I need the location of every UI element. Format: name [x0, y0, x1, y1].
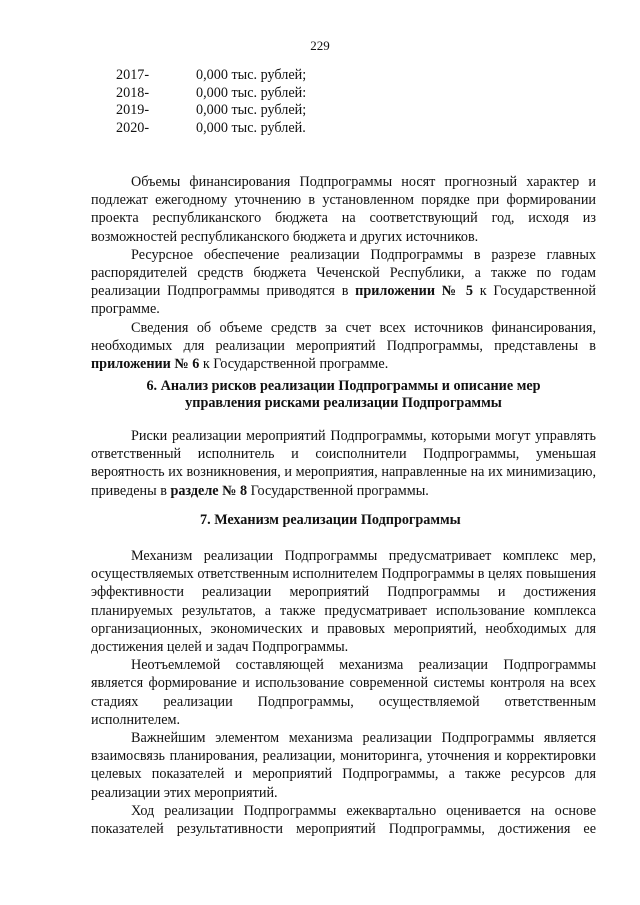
section-6-heading [91, 378, 596, 412]
mechanism-paragraph: Механизм реализации Подпрограммы предусматривает комплекс мер, осуществляемых ответственным исполнителем Подпрограммы в целях повышения эффективности реализации мероприятий Подпрограммы и достижения планируемых результатов, а также предусматривает использование комплекса организационных, экономических и правовых мероприятий, необходимых для достижения целей и задач Подпрограммы. [91, 548, 596, 656]
funding-year: 2020- [116, 119, 150, 136]
section-6-heading-line: управления рисками реализации Подпрограммы [185, 395, 502, 411]
paragraph-text: Государственной программы. [247, 482, 429, 499]
paragraph-text: Сведения об объеме средств за счет всех источников финансирования, необходимых для реализации мероприятий Подпрограммы, представлены в [91, 319, 596, 354]
risk-analysis-paragraph [91, 427, 596, 500]
funding-year: 2017- [116, 67, 150, 83]
appendix-5-reference: приложении № 5 [355, 283, 474, 300]
funding-row [116, 102, 306, 120]
financing-forecast-paragraph: Объемы финансирования Подпрограммы носят прогнозный характер и подлежат ежегодному уточнению в установленном порядке при формировании проекта республиканского бюджета на соответствующий год, исходя из возможностей республиканского бюджета и других источников. [91, 174, 596, 245]
key-element-paragraph: Важнейшим элементом механизма реализации Подпрограммы является взаимосвязь планирования, реализации, мониторинга, уточнения и корректировки целевых показателей и мероприятий Подпрограммы, а также ресурсов для реализации этих мероприятий. [91, 730, 596, 801]
funding-amount: 0,000 тыс. рублей; [196, 67, 307, 83]
paragraph-text: к Государственной программе. [91, 283, 597, 318]
control-system-paragraph: Неотъемлемой составляющей механизма реализации Подпрограммы является формирование и использование современной системы контроля на всех стадиях реализации Подпрограммы, осуществляемой ответственным исполнителем. [91, 657, 596, 728]
paragraph-text: Ресурсное обеспечение реализации Подпрограммы в разрезе главных распорядителей средств бюджета Чеченской Республики, а также по годам реализации Подпрограммы приводятся в [91, 246, 596, 300]
funding-row [116, 67, 306, 85]
funding-amount: 0,000 тыс. рублей; [196, 102, 307, 118]
funding-year: 2019- [116, 102, 150, 118]
paragraph-text: к Государственной программе. [199, 356, 389, 373]
section-6-heading-line: 6. Анализ рисков реализации Подпрограммы и описание мер [146, 378, 541, 394]
mechanism-section [91, 547, 596, 838]
paragraph-text: Риски реализации мероприятий Подпрограммы, которыми могут управлять ответственный исполнитель и соисполнители Подпрограммы, уменьшая вероятность их возникновения, и мероприятия, направленные на их минимизацию, приведены в [91, 428, 596, 499]
section-8-reference: разделе № 8 [170, 482, 248, 499]
appendix-6-reference: приложении № 6 [91, 356, 200, 373]
resource-provision-paragraph [91, 246, 596, 319]
financing-section [91, 173, 596, 373]
quarterly-evaluation-paragraph: Ход реализации Подпрограммы ежеквартально оценивается на основе показателей результативности мероприятий Подпрограммы, достижения ее [91, 802, 596, 838]
funding-amount: 0,000 тыс. рублей: [196, 84, 307, 101]
risk-section [91, 427, 596, 500]
funding-by-year-list [116, 67, 306, 137]
funding-row [116, 85, 306, 103]
section-7-heading: 7. Механизм реализации Подпрограммы [200, 512, 461, 528]
page-number: 229 [310, 38, 330, 53]
funding-amount: 0,000 тыс. рублей. [196, 119, 306, 136]
funding-sources-paragraph [91, 319, 596, 374]
funding-row [116, 120, 306, 138]
funding-year: 2018- [116, 84, 150, 101]
